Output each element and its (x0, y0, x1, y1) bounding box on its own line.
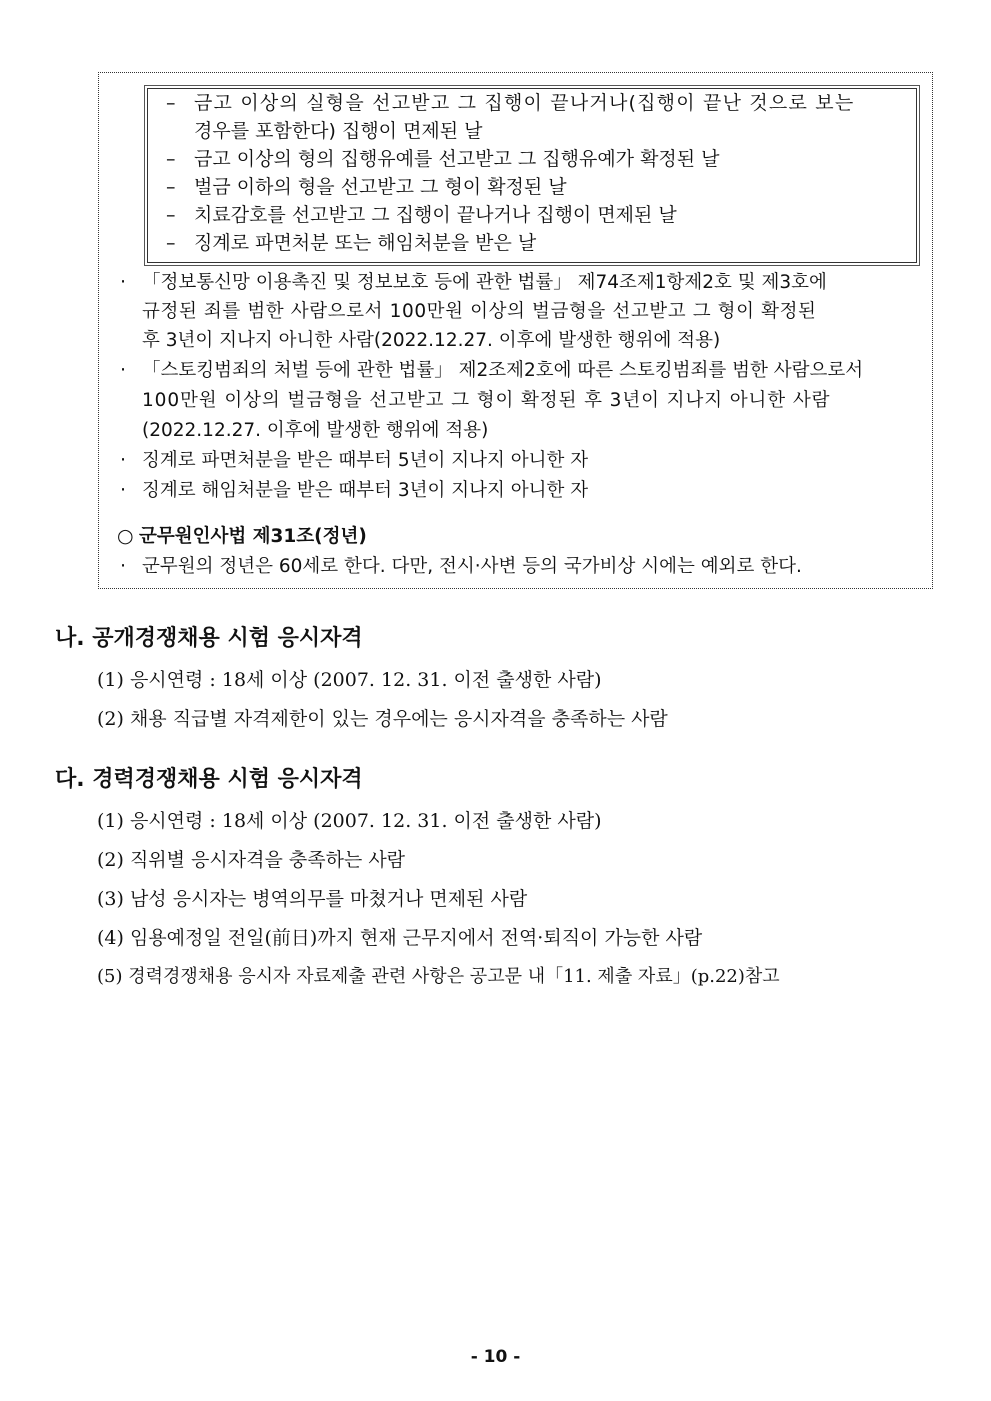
inner-item-text: 징계로 파면처분 또는 해임처분을 받은 날 (194, 232, 537, 254)
bullet-item-1-line3 (142, 326, 720, 355)
bullet-mark: · (120, 449, 127, 471)
bullet-mark: · (120, 555, 127, 577)
bullet-item-4 (120, 476, 588, 505)
bullet-text: 규정된 죄를 범한 사람으로서 100만원 이상의 벌금형을 선고받고 그 형이 확정된 (142, 301, 817, 322)
dash-mark: – (166, 204, 176, 226)
bullet-text: (2022.12.27. 이후에 발생한 행위에 적용) (142, 420, 489, 441)
bullet-item-1 (120, 268, 827, 297)
inner-item-3 (166, 173, 567, 201)
inner-item-4 (166, 201, 677, 229)
section-da-item-4: (4) 임용예정일 전일(前日)까지 현재 근무지에서 전역·퇴직이 가능한 사람 (97, 927, 703, 949)
bullet-mark: · (120, 479, 127, 501)
section-heading-da: 다. 경력경쟁채용 시험 응시자격 (55, 767, 363, 792)
dash-mark: – (166, 92, 176, 114)
dash-mark: – (166, 148, 176, 170)
inner-item-5 (166, 229, 536, 257)
inner-item-text: 금고 이상의 실형을 선고받고 그 집행이 끝나거나(집행이 끝난 것으로 보는 (194, 92, 855, 114)
inner-item-text: 치료감호를 선고받고 그 집행이 끝나거나 집행이 면제된 날 (194, 204, 677, 226)
bullet-text: 후 3년이 지나지 아니한 사람(2022.12.27. 이후에 발생한 행위에 적용) (142, 330, 721, 351)
law-heading (117, 522, 367, 551)
page-number: - 10 - (470, 1347, 521, 1367)
dash-mark: – (166, 176, 176, 198)
inner-item-text: 금고 이상의 형의 집행유예를 선고받고 그 집행유예가 확정된 날 (194, 148, 720, 170)
section-na-item-2: (2) 채용 직급별 자격제한이 있는 경우에는 응시자격을 충족하는 사람 (97, 708, 668, 730)
law-heading-text: 군무원인사법 제31조(정년) (139, 526, 367, 547)
section-da-item-2: (2) 직위별 응시자격을 충족하는 사람 (97, 849, 406, 871)
bullet-text: 100만원 이상의 벌금형을 선고받고 그 형이 확정된 후 3년이 지나지 아니한 사람 (142, 390, 831, 411)
law-text: 군무원의 정년은 60세로 한다. 다만, 전시·사변 등의 국가비상 시에는 예외로 한다. (142, 556, 802, 577)
bullet-text: 「정보통신망 이용촉진 및 정보보호 등에 관한 법률」 제74조제1항제2호 및 제3호에 (142, 272, 827, 293)
section-da-item-1: (1) 응시연령 : 18세 이상 (2007. 12. 31. 이전 출생한 사람) (97, 810, 602, 832)
circle-mark: ○ (117, 525, 134, 547)
bullet-text: 「스토킹범죄의 처벌 등에 관한 법률」 제2조제2호에 따른 스토킹범죄를 범한 사람으로서 (142, 360, 864, 381)
bullet-text: 징계로 해임처분을 받은 때부터 3년이 지나지 아니한 자 (142, 480, 589, 501)
inner-item-1-cont (194, 117, 483, 145)
inner-item-text: 벌금 이하의 형을 선고받고 그 형이 확정된 날 (194, 176, 567, 198)
bullet-item-2-line2 (142, 386, 830, 415)
bullet-text: 징계로 파면처분을 받은 때부터 5년이 지나지 아니한 자 (142, 450, 589, 471)
law-text-line (120, 552, 802, 581)
inner-item-1 (166, 89, 910, 117)
dash-mark: – (166, 232, 176, 254)
bullet-item-2 (120, 356, 863, 385)
bullet-item-3 (120, 446, 588, 475)
section-heading-na: 나. 공개경쟁채용 시험 응시자격 (55, 626, 363, 651)
inner-item-2 (166, 145, 720, 173)
bullet-item-2-line3 (142, 416, 488, 445)
bullet-mark: · (120, 359, 127, 381)
section-da-item-5: (5) 경력경쟁채용 응시자 자료제출 관련 사항은 공고문 내「11. 제출 자료」(p.22)참고 (97, 966, 780, 987)
inner-item-text: 경우를 포함한다) 집행이 면제된 날 (194, 120, 483, 142)
section-na-item-1: (1) 응시연령 : 18세 이상 (2007. 12. 31. 이전 출생한 사람) (97, 669, 602, 691)
bullet-mark: · (120, 271, 127, 293)
bullet-item-1-line2 (142, 297, 817, 326)
section-da-item-3: (3) 남성 응시자는 병역의무를 마쳤거나 면제된 사람 (97, 888, 528, 910)
